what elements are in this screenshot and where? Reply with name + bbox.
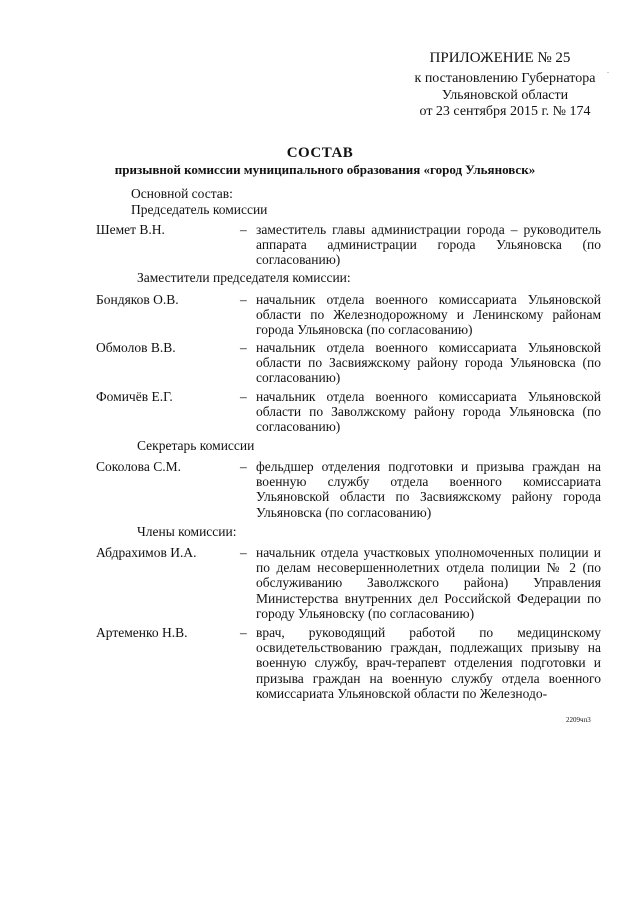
person-name: Обмолов В.В. — [96, 340, 176, 355]
person-name: Шемет В.Н. — [96, 222, 165, 237]
members-heading: Члены комиссии: — [137, 524, 237, 539]
person-position: начальник отдела участковых уполномоченных полиции и по делам несовершеннолетних отдела полиции № 2 (по обслуживанию Заволжского района) Управления Министерства внутренних дел Российской Федерации по городу Ульяновску (по согласованию) — [256, 545, 601, 621]
main-composition-heading: Основной состав: — [131, 186, 233, 201]
person-position: начальник отдела военного комиссариата Ульяновской области по Заволжскому району города Ульяновска (по согласованию) — [256, 389, 601, 435]
person-name: Фомичёв Е.Г. — [96, 389, 173, 404]
document-title: СОСТАВ — [286, 145, 354, 161]
resolution-line-2: Ульяновской области — [441, 88, 569, 103]
person-position: фельдшер отделения подготовки и призыва граждан на военную службу отдела военного комиссариата Ульяновской области по Засвияжскому району города Ульяновска (по согласованию) — [256, 459, 601, 520]
deputies-heading: Заместители председателя комиссии: — [137, 270, 351, 285]
dash: – — [240, 389, 247, 404]
chairman-heading: Председатель комиссии — [131, 202, 268, 217]
appendix-number: ПРИЛОЖЕНИЕ № 25 — [429, 50, 571, 66]
person-name: Абдрахимов И.А. — [96, 545, 197, 560]
person-name: Бондяков О.В. — [96, 292, 179, 307]
margin-mark: . — [607, 66, 609, 75]
person-position: начальник отдела военного комиссариата Ульяновской области по Железнодорожному и Ленинскому районам города Ульяновска (по согласованию) — [256, 292, 601, 338]
dash: – — [240, 625, 247, 640]
dash: – — [240, 222, 247, 237]
document-code: 2209чп3 — [566, 716, 591, 724]
resolution-line-1: к постановлению Губернатора — [414, 71, 596, 86]
dash: – — [240, 459, 247, 474]
resolution-date: от 23 сентября 2015 г. № 174 — [419, 104, 591, 119]
person-name: Артеменко Н.В. — [96, 625, 188, 640]
dash: – — [240, 340, 247, 355]
dash: – — [240, 545, 247, 560]
dash: – — [240, 292, 247, 307]
person-position: врач, руководящий работой по медицинскому освидетельствованию граждан, подлежащих призыву на военную службу, врач-терапевт отделения подготовки и призыва граждан на военную службу отдела военного комиссариата Ульяновской области по Железнодо- — [256, 625, 601, 701]
document-subtitle: призывной комиссии муниципального образования «город Ульяновск» — [114, 162, 536, 177]
person-name: Соколова С.М. — [96, 459, 182, 474]
secretary-heading: Секретарь комиссии — [137, 438, 255, 453]
person-position: начальник отдела военного комиссариата Ульяновской области по Засвияжскому району города Ульяновска (по согласованию) — [256, 340, 601, 386]
person-position: заместитель главы администрации города – руководитель аппарата администрации города Ульяновска (по согласованию) — [256, 222, 601, 268]
